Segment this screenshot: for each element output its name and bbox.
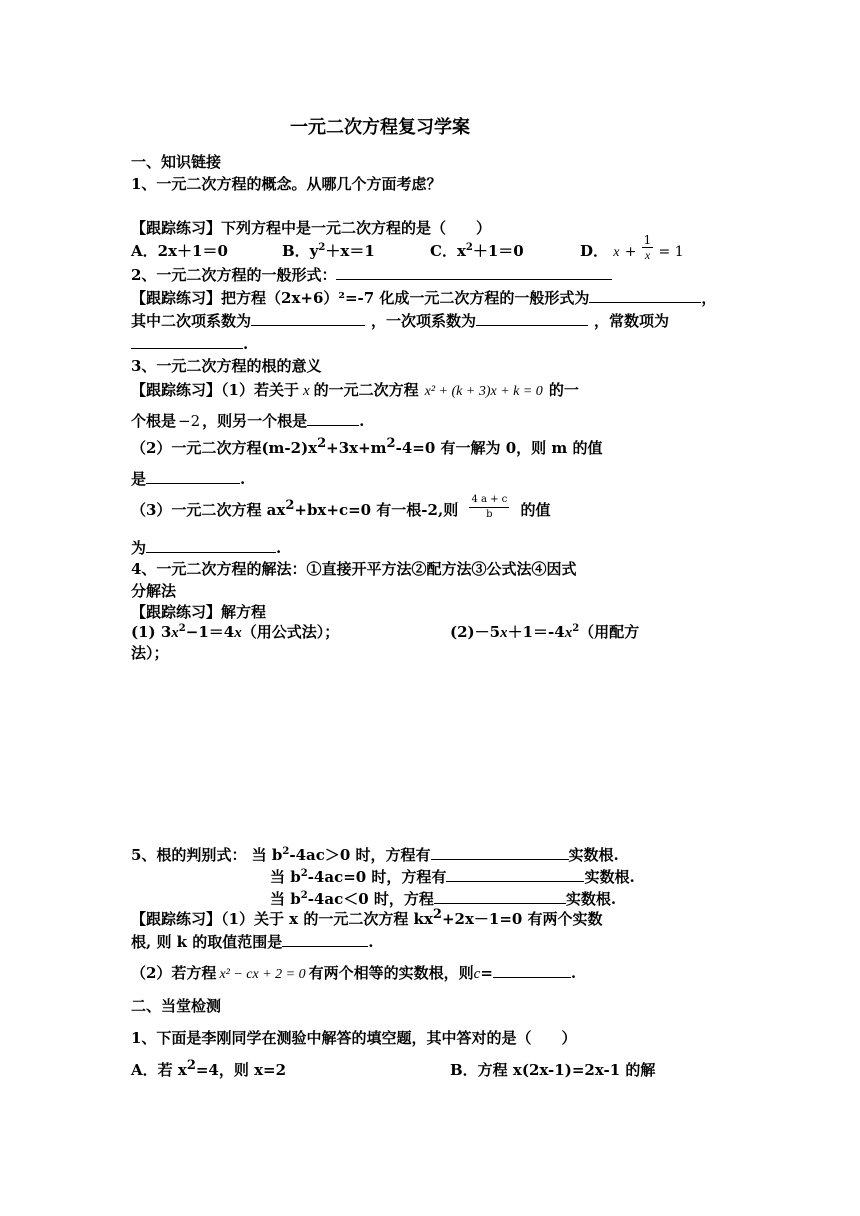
practice-2-line3: . [131, 333, 248, 354]
answer-blank[interactable] [589, 287, 701, 303]
document-title: 一元二次方程复习学案 [290, 117, 470, 138]
answer-blank[interactable] [493, 962, 571, 978]
answer-blank[interactable] [336, 264, 612, 280]
test-option-b: B．方程 x(2x-1)=2x-1 的解 [450, 1061, 656, 1079]
fraction-one-over-x: $\frac{1}{x}$ [643, 232, 652, 262]
answer-blank[interactable] [131, 333, 243, 349]
test-question-1: 1、下面是李刚同学在测验中解答的填空题，其中答对的是（ ） [131, 1029, 577, 1047]
option-c: C．$x^2+1=0$ [430, 242, 524, 260]
question-1: 1、一元二次方程的概念。从哪几个方面考虑？ [131, 175, 442, 193]
question-2: 2、一元二次方程的一般形式： [131, 264, 612, 285]
answer-blank[interactable] [434, 888, 566, 904]
practice-3-3-line1: （3）一元二次方程 ax2+bx+c=0 有一根-2,则 $\frac{4 a + c}{b}$ 的值 [131, 493, 551, 520]
practice-3-2-line1: （2）一元二次方程(m-2)x2+3x+m2-4=0 有一解为 0，则 m 的值 [131, 436, 603, 457]
answer-blank[interactable] [146, 468, 240, 484]
answer-blank[interactable] [146, 537, 276, 553]
practice-3-3-line2: 为 . [131, 539, 282, 557]
test-option-a: A．若 x2=4，则 x=2 [131, 1058, 287, 1079]
question-4-line1: 4、一元二次方程的解法：①直接开平方法②配方法③公式法④因式 [131, 560, 577, 578]
question-5-line1: 5、根的判别式： 当 $b^2-4ac>0$ 时，方程有 实数根. [131, 846, 619, 864]
practice-4-2: $(2)-5x+1=-4x^2$（用配方 [450, 623, 640, 641]
section-1-heading: 一、知识链接 [131, 153, 222, 171]
answer-blank[interactable] [251, 310, 365, 326]
fraction-4a-plus-c-over-b: $\frac{4 a + c}{b}$ [471, 493, 508, 520]
practice-2-line2: 其中二次项系数为 ，一次项系数为 ，常数项为 [131, 312, 670, 330]
practice-3-2-line2: 是 . [131, 470, 246, 488]
option-b: B．$y^2+x=1$ [282, 242, 375, 260]
question-3: 3、一元二次方程的根的意义 [131, 357, 322, 375]
practice-5-1-line2: 根, 则 k 的取值范围是 . [131, 933, 374, 951]
practice-3-1-line1: 【跟踪练习】（1）若关于 x 的一元二次方程 x² + (k + 3)x + k = 0 的一 [131, 381, 579, 399]
question-4-line2: 分解法 [131, 582, 177, 600]
question-5-line3: 当 $b^2-4ac<0$ 时，方程 实数根. [270, 890, 617, 908]
answer-blank[interactable] [476, 310, 588, 326]
answer-blank[interactable] [446, 866, 584, 882]
practice-5-2: （2）若方程 x² − cx + 2 = 0 有两个相等的实数根，则c= . [131, 964, 577, 982]
section-2-heading: 二、当堂检测 [131, 997, 222, 1015]
answer-blank[interactable] [307, 410, 359, 426]
option-a: A．2x＋1＝0 [131, 242, 228, 260]
practice-4-1: (1) $3x^2-1=4x$（用公式法）； [131, 623, 340, 641]
practice-2-line1: 【跟踪练习】把方程（2x+6）²=-7 化成一元二次方程的一般形式为 ， [131, 289, 717, 307]
practice-5-1-line1: 【跟踪练习】（1）关于 x 的一元二次方程 kx2+2x－1=0 有两个实数 [131, 907, 603, 928]
practice-3-1-line2: 个根是 −2 ，则另一个根是 . [131, 412, 365, 430]
answer-blank[interactable] [431, 844, 569, 860]
answer-blank[interactable] [282, 931, 368, 947]
practice-4-2-cont: 法）； [131, 644, 169, 662]
question-5-line2: 当 $b^2-4ac=0$ 时，方程有 实数根. [270, 868, 635, 886]
practice-1: 【跟踪练习】下列方程中是一元二次方程的是（ ） [131, 219, 492, 237]
option-d: D． x + $\frac{1}{x}$ = 1 [580, 232, 684, 262]
practice-4: 【跟踪练习】解方程 [131, 603, 267, 621]
